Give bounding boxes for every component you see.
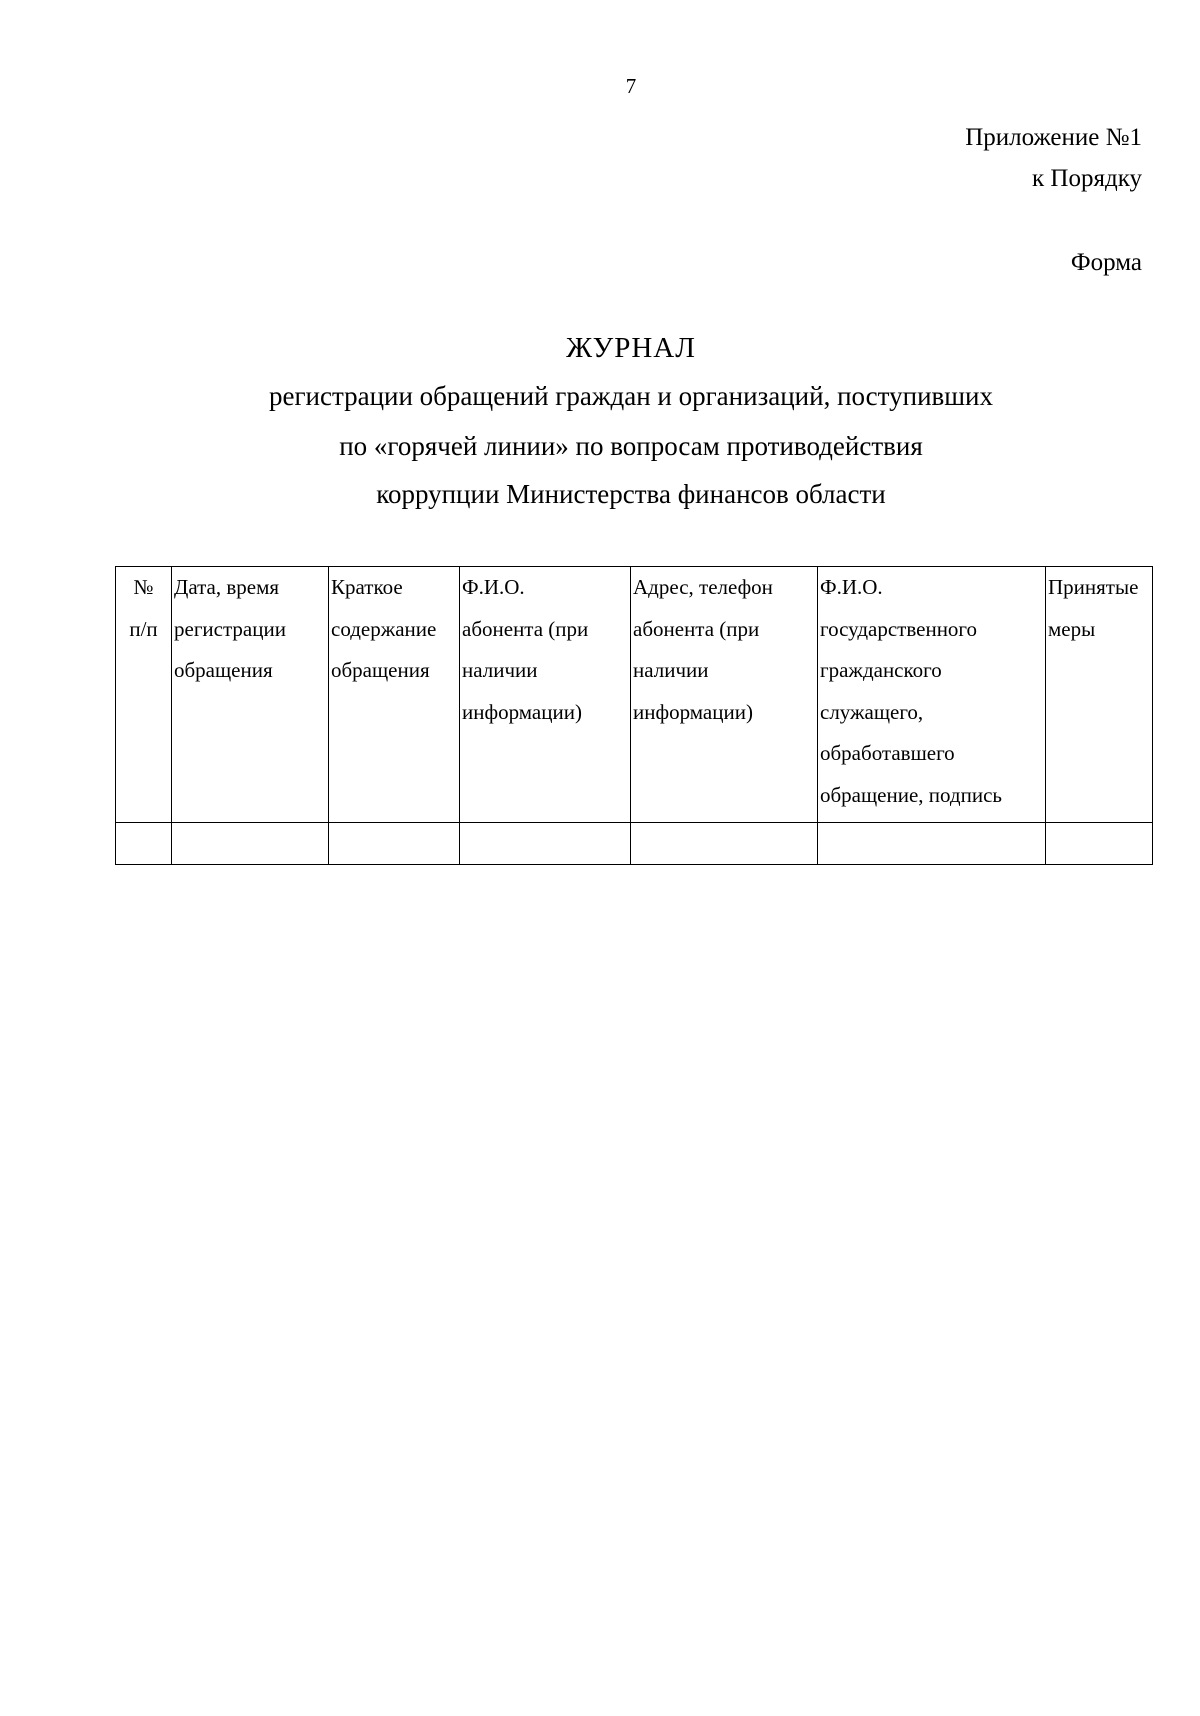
table-cell [116,823,172,865]
table-cell [460,823,631,865]
table-cell [631,823,818,865]
document-subtitle-line-1: регистрации обращений граждан и организаций, поступивших [268,381,994,411]
table-cell [329,823,460,865]
header-subscriber-contact: Адрес, телефон абонента (при наличии информации) [631,567,818,823]
header-subscriber-name: Ф.И.О. абонента (при наличии информации) [460,567,631,823]
document-subtitle-line-2: по «горячей линии» по вопросам противодействия [339,431,923,461]
header-registration-date: Дата, время регистрации обращения [172,567,329,823]
page-number: 7 [625,74,637,98]
table-cell [1046,823,1153,865]
header-summary: Краткое содержание обращения [329,567,460,823]
document-title: ЖУРНАЛ [566,332,696,364]
form-label: Форма [1070,249,1142,276]
table-cell [818,823,1046,865]
table-cell [172,823,329,865]
header-measures-taken: Принятые меры [1046,567,1153,823]
table-row [116,823,1153,865]
document-subtitle-line-3: коррупции Министерства финансов области [376,479,886,509]
annex-reference: к Порядку [1032,165,1142,192]
header-number: № п/п [116,567,172,823]
annex-number: Приложение №1 [965,124,1142,151]
table-header-row [116,567,1153,823]
header-civil-servant: Ф.И.О. государственного гражданского служащего, обработавшего обращение, подпись [818,567,1046,823]
journal-table [115,566,1153,865]
